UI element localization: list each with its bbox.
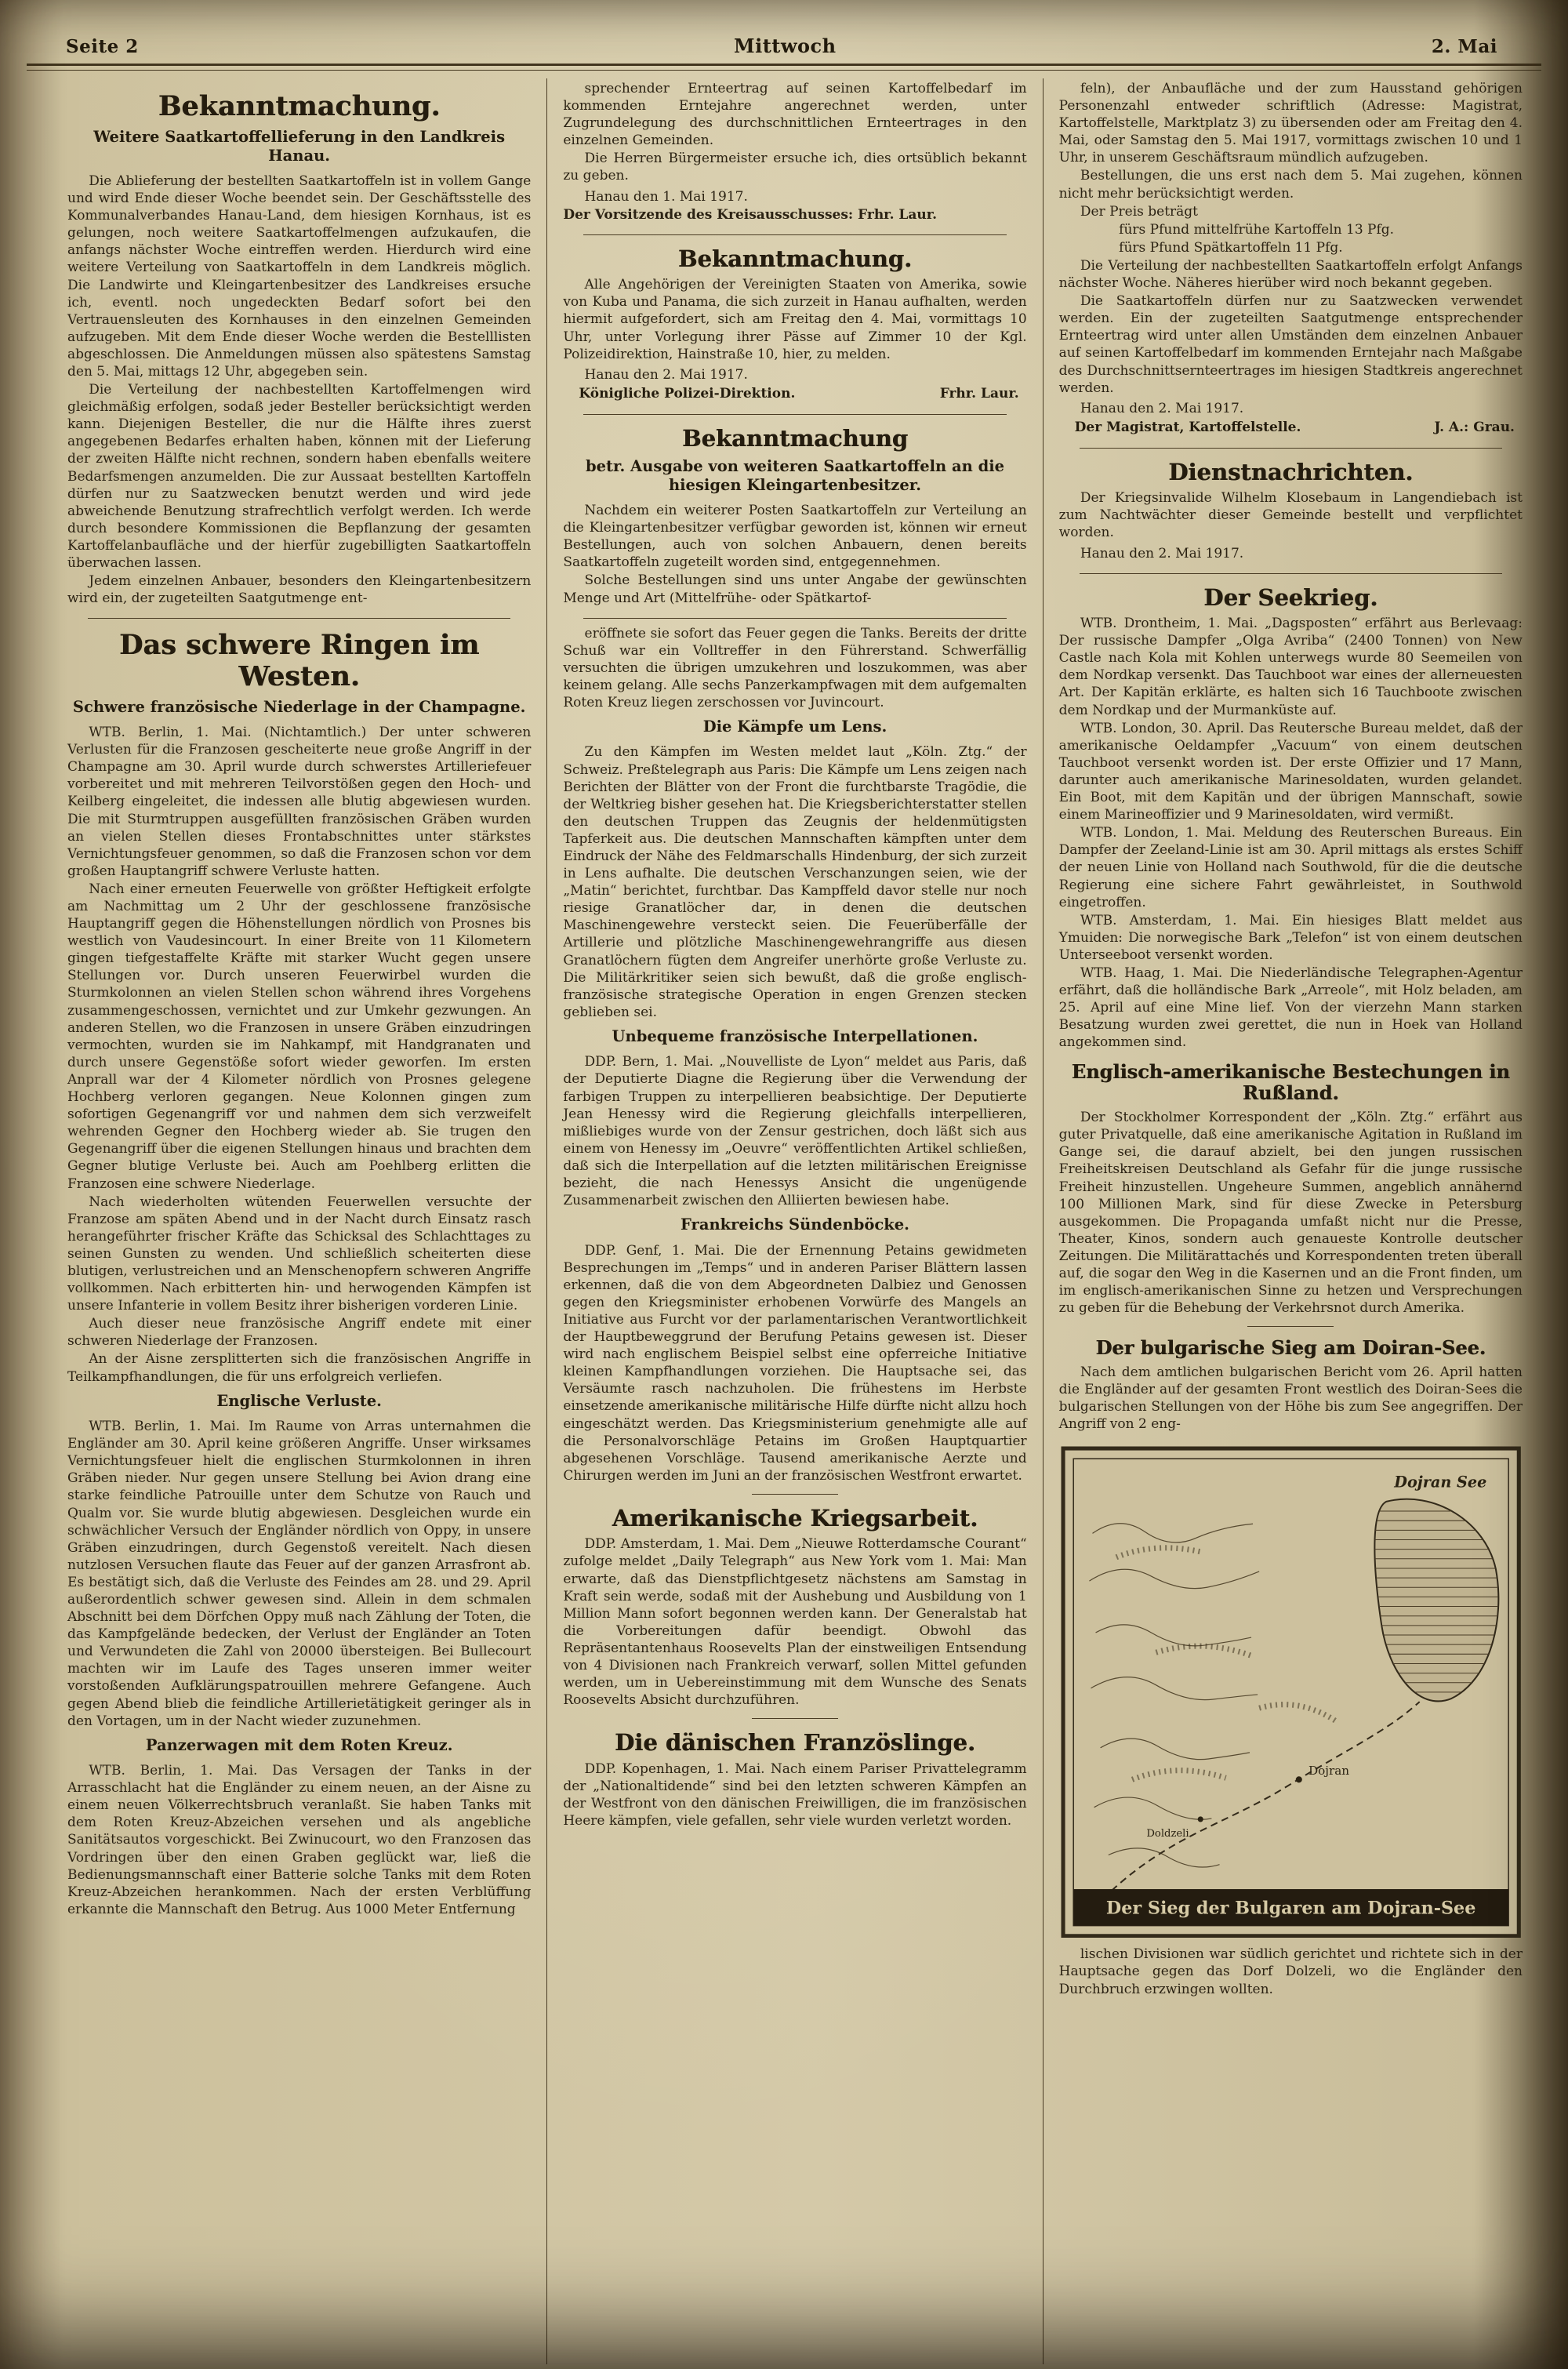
weekday-label: Mittwoch (734, 35, 837, 57)
paragraph: fürs Pfund Spätkartoffeln 11 Pfg. (1119, 239, 1343, 256)
paragraph: eröffnete sie sofort das Feuer gegen die Tanks. Bereits der dritte Schuß war ein Volltreffer in den Führerstand. Schwerfällig versuchten die übrigen umzukehren und loszukommen, was aber keinem gelang. Alle sechs Panzerkampfwagen mit dem aufgemalten Roten Kreuz liegen zerschossen vor Juvincourt. (563, 625, 1027, 710)
map-caption: Der Sieg der Bulgaren am Dojran-See (1105, 1897, 1476, 1918)
paragraph: Die Herren Bürgermeister ersuche ich, dies ortsüblich bekannt zu geben. (563, 151, 1027, 184)
page-number: Seite 2 (66, 36, 139, 57)
article-title: Englisch-amerikanische Bestechungen in Rußland. (1071, 1060, 1510, 1105)
signature-place: Hanau den 1. Mai 1917. (584, 188, 748, 205)
paragraph: Bestellungen, die uns erst nach dem 5. Mai zugehen, können nicht mehr berücksichtigt werden. (1058, 168, 1523, 202)
signature-place: Hanau den 2. Mai 1917. (1080, 545, 1244, 561)
paragraph: Die Saatkartoffeln dürfen nur zu Saatzwecken verwendet werden. Ein der zugeteilten Saatgutmenge entsprechender Ernteertrag wird unter allen Umständen dem einzelnen Anbauer auf seinen Kartoffelbedarf im kommenden Erntejahr nach Maßgabe des Durchschnittsernteertrages im hiesigen Stadtkreis angerechnet werden. (1058, 293, 1523, 396)
article-bekanntmachung-landkreis (67, 91, 531, 607)
paragraph: Nachdem ein weiterer Posten Saatkartoffeln zur Verteilung an die Kleingartenbesitzer verfügbar geworden ist, können wir erneut Bestellungen, auch von solchen Anbauern, denen bereits Saatkartoffeln zugeteilt worden sind, entgegennehmen. (563, 503, 1027, 571)
column-2 (546, 78, 1042, 2364)
article-title: Amerikanische Kriegsarbeit. (612, 1504, 978, 1531)
article-ringen-westen (67, 630, 531, 1918)
article-bekanntmachung-usa (563, 246, 1026, 403)
article-body (563, 1760, 1026, 1829)
article-kartoffel-continuation-col3 (1059, 80, 1523, 437)
town-doldzeli-label: Doldzeli (1146, 1827, 1189, 1840)
town-dojran-marker (1295, 1776, 1301, 1782)
article-title: Der Seekrieg. (1203, 583, 1378, 611)
paragraph: DDP. Kopenhagen, 1. Mai. Nach einem Pariser Privattelegramm der „Nationaltidende“ sind bei den letzten schweren Kämpfen an der Westfront von den dänischen Freiwilligen, die im französischen Heere kämpfen, viele gefallen, sehr viele wurden verletzt worden. (563, 1760, 1027, 1829)
section-rule (1080, 448, 1502, 449)
doiran-map-svg (1061, 1446, 1521, 1938)
paragraph: Der Stockholmer Korrespondent der „Köln. Ztg.“ erfährt aus guter Privatquelle, daß eine amerikanische Agitation in Rußland im Gange sei, die darauf abzielt, bei den jungen russischen Freiheitskreisen Deutschland als Gefahr für die junge russische Freiheit hinzustellen. Ungeheure Summen, angeblich annähernd 100 Millionen Mark, sind für diese Zwecke in Petersburg ausgekommen. Die Propaganda umfaßt nicht nur die Presse, Theater, Kinos, sondern auch genaueste Kontrolle deutscher Zeitungen. Die Militärattachés und Korrespondenten treten überall auf, die sogar den Weg in die Kasernen und an die Front finden, um im englisch-amerikanischen Sinne zu hetzen und Versprechungen zu geben für die Behebung der Verkehrsnot durch Amerika. (1058, 1110, 1523, 1317)
article-title: Dienstnachrichten. (1168, 458, 1414, 485)
article-body (563, 1053, 1026, 1209)
signature-organization: Der Magistrat, Kartoffelstelle. (1074, 419, 1301, 435)
article-lens (563, 718, 1026, 1021)
article-body (67, 1762, 531, 1918)
paragraph: Der Kriegsinvalide Wilhelm Klosebaum in Langendiebach ist zum Nachtwächter dieser Gemeinde bestellt und verpflichtet worden. (1058, 490, 1523, 541)
article-body (563, 276, 1026, 362)
paragraph: An der Aisne zersplitterten sich die französischen Angriffe in Teilkampfhandlungen, die für uns erfolgreich verliefen. (67, 1351, 532, 1385)
article-franzoeslinge (563, 1730, 1026, 1829)
paragraph: WTB. Berlin, 1. Mai. Im Raume von Arras unternahmen die Engländer am 30. April keine größeren Angriffe. Unser wirksames Vernichtungsfeuer hielt die englischen Sturmkolonnen in ihren Gräben nieder. Nur gegen unsere Stellung bei Avion drang eine starke feindliche Patrouille unter dem Schutze von Rauch und Qualm vor. Sie wurde blutig abgewiesen. Desgleichen wurde ein schwächlicher Versuch der Engländer nördlich von Oppy, in unsere Gräben einzudringen, durch Gegenstoß vereitelt. Nach diesen nutzlosen Versuchen flaute das Feuer auf der ganzen Arrasfront ab. Es bestätigt sich, daß die Verluste des Feindes am 28. und 29. April außerordentlich schwer gewesen sind. Allein in dem schmalen Abschnitt bei dem Dörfchen Oppy muß nach Zählung der Toten, die das Kampfgelände bedecken, der Verlust der Engländer an Toten und Verwundeten die Zahl von 20000 übersteigen. Bei Bullecourt machten wir im Laufe des Tages unseren immer weiter vorstoßenden Aufklärungspatrouillen mehrere Gefangene. Auch gegen Abend blieb die feindliche Artillerietätigkeit geringer als in den Vortagen, um in der Nacht wieder zuzunehmen. (67, 1419, 532, 1729)
column-3 (1043, 78, 1538, 2364)
price-intro: Der Preis beträgt (1080, 203, 1199, 220)
section-rule (583, 234, 1006, 235)
signature-officer: Frhr. Laur. (939, 385, 1019, 401)
paragraph: Die Verteilung der nachbestellten Kartoffelmengen wird gleichmäßig erfolgen, sodaß jeder Besteller berücksichtigt werden kann. Diejenigen Besteller, die nur die Hälfte ihres zuerst angegebenen Bedarfes erhalten haben, können mit der Lieferung der zweiten Hälfte nicht rechnen, sondern haben ebenfalls weitere Bedarfsmengen anzumelden. Die zur Aussaat bestellten Kartoffeln dürfen nur zu Saatzwecken benutzt werden und wird jede abweichende Benutzung strafrechtlich verfolgt werden. Ich werde durch besondere Kommissionen die Bepflanzung der gesamten Kartoffelanbaufläche und der hierfür zugebilligten Saatkartoffeln überwachen lassen. (67, 382, 532, 572)
article-bestechungen (1059, 1062, 1523, 1317)
paragraph: WTB. Amsterdam, 1. Mai. Ein hiesiges Blatt meldet aus Ymuiden: Die norwegische Bark „Telefon“ ist von einem deutschen Unterseeboot versenkt worden. (1058, 912, 1523, 963)
paragraph: Jedem einzelnen Anbauer, besonders den Kleingartenbesitzern wird ein, der zugeteilten Saatgutmenge ent- (67, 573, 532, 607)
article-title: Der bulgarische Sieg am Doiran-See. (1095, 1336, 1486, 1360)
article-body (1059, 1946, 1523, 1997)
article-body (1059, 489, 1523, 541)
subsection-heading: Die Kämpfe um Lens. (702, 718, 887, 736)
paragraph: DDP. Bern, 1. Mai. „Nouvelliste de Lyon“ meldet aus Paris, daß der Deputierte Diagne die Regierung über die Verwendung der farbigen Truppen zu interpellieren beabsichtige. Der Deputierte Jean Henessy wird die Regierung gleichfalls interpellieren, mißliebiges wurde von der Zensur gestrichen, doch läßt sich aus einem von Henessy im „Oeuvre“ veröffentlichten Artikel schließen, daß sich die Interpellation auf die letzten militärischen Ereignisse bezieht, die nach Henessys Ansicht die ungenügende Zusammenarbeit zwischen den Alliierten bewiesen habe. (563, 1054, 1027, 1209)
article-subtitle: Weitere Saatkartoffellieferung in den Landkreis Hanau. (93, 128, 506, 165)
article-suendenboecke (563, 1215, 1026, 1484)
subsection-heading: Unbequeme französische Interpellationen. (612, 1026, 978, 1045)
signature-row (563, 384, 1026, 403)
paragraph: WTB. Berlin, 1. Mai. Das Versagen der Tanks in der Arrasschlacht hat die Engländer zu einem neuen, an der Aisne zu einem neuen Völkerrechtsbruch veranlaßt. Sie haben Tanks mit dem Roten Kreuz-Abzeichen versehen und als angebliche Sanitätsautos vorgeschickt. Bei Zwinucourt, wo den Franzosen das Vordringen über den einen Graben geglückt war, ließ die Bedienungsmannschaft einer Batterie solche Tanks mit dem Roten Kreuz-Abzeichen herankommen. Nach der ersten Verblüffung erkannte die Mannschaft den Betrug. Aus 1000 Meter Entfernung (67, 1763, 532, 1917)
article-dienstnachrichten (1059, 460, 1523, 562)
subsection-heading: Frankreichs Sündenböcke. (681, 1215, 909, 1234)
paragraph: WTB. Drontheim, 1. Mai. „Dagsposten“ erfährt aus Berlevaag: Der russische Dampfer „Olga Avriba“ (2400 Tonnen) von New Castle nach Kola mit Kohlen unterwegs wurde 80 Seemeilen von dem Nordkap versenkt. Das Tauchboot war eines der allerneuesten Art. Der Kapitän erklärte, es halten sich 16 Tauchboote zwischen dem Nordkap und der Murmanküste auf. (1058, 616, 1523, 718)
paragraph: sprechender Ernteertrag auf seinen Kartoffelbedarf im kommenden Erntejahre angerechnet werden, unter Zugrundelegung des durchschnittlichen Ernteertrages in den einzelnen Gemeinden. (563, 81, 1027, 149)
article-tanks-continuation (563, 625, 1026, 711)
section-rule (1080, 573, 1502, 574)
signature-place: Hanau den 2. Mai 1917. (1080, 400, 1244, 416)
signature-row (1059, 418, 1523, 437)
section-rule-short (1247, 1326, 1334, 1327)
paragraph: Die Verteilung der nachbestellten Saatkartoffeln erfolgt Anfangs nächster Woche. Näheres hierüber wird noch bekannt gegeben. (1058, 257, 1523, 292)
article-title: Bekanntmachung. (677, 245, 913, 272)
article-body (1059, 80, 1523, 202)
article-body (563, 80, 1026, 185)
paragraph: DDP. Genf, 1. Mai. Die der Ernennung Petains gewidmeten Besprechungen im „Temps“ und in anderen Pariser Blättern lassen erkennen, daß die von dem Abgeordneten Dalbiez und Genossen gegen den Kriegsminister erhobenen Vorwürfe des Mangels an Initiative aus Furcht vor der parlamentarischen Verantwortlichkeit der Hauptbeweggrund der Berufung Petains gewesen ist. Dieser wird nach englischem Beispiel selbst eine opferreiche Initiative kleinen Kampfhandlungen vorziehen. Die Hauptsache sei, das Versäumte rasch nachzuholen. Die frühestens im Herbste einsetzende amerikanische militärische Hilfe dürfte nicht allzu hoch eingeschätzt werden. Das Kriegsministerium genehmigte alle auf die Personalvorschläge Petains im Großen Hauptquartier abgesehenen Vorschläge. Tausend amerikanische Aerzte und Chirurgen werden im Juni an der französischen Westfront erwartet. (563, 1242, 1027, 1484)
article-seekrieg (1059, 585, 1523, 1052)
article-subtitle: Schwere französische Niederlage in der Champagne. (72, 697, 526, 716)
signature-place: Hanau den 2. Mai 1917. (584, 366, 748, 383)
article-bekanntmachung-kleingarten (563, 426, 1026, 607)
article-body (563, 1242, 1026, 1484)
masthead-rule (27, 64, 1541, 71)
column-1 (52, 78, 546, 2364)
paragraph: WTB. London, 30. April. Das Reutersche Bureau meldet, daß der amerikanische Oeldampfer „Vacuum“ von einem deutschen Tauchboot versenkt worden ist. Der erste Offizier und 17 Mann, darunter auch amerikanische Marinesoldaten, wurden gelandet. Ein Boot, mit dem Kapitän und der übrigen Mannschaft, sowie einem Marineoffizier und 9 Marinesoldaten, wird vermißt. (1058, 720, 1523, 823)
article-interpellationen (563, 1027, 1026, 1209)
article-body (1059, 615, 1523, 1051)
article-title: Bekanntmachung. (158, 90, 441, 122)
article-title: Das schwere Ringen im Westen. (119, 629, 480, 692)
article-body (563, 743, 1026, 1021)
town-doldzeli-marker (1197, 1816, 1203, 1822)
paragraph: feln), der Anbaufläche und der zum Hausstand gehörigen Personenzahl entweder schriftlich (Adresse: Magistrat, Kartoffelstelle, Marktplatz 3) zu übersenden oder am Freitag den 4. Mai, oder Samstag den 5. Mai 1917, vormittags zwischen 10 und 1 Uhr, in unserem Geschäftsraum mündlich aufzugeben. (1058, 81, 1523, 166)
article-body (67, 173, 531, 607)
paragraph: Auch dieser neue französische Angriff endete mit einer schweren Niederlage der Franzosen. (67, 1316, 532, 1350)
lake-label: Dojran See (1393, 1473, 1486, 1492)
paragraph: Nach dem amtlichen bulgarischen Bericht vom 26. April hatten die Engländer auf der gesamten Front westlich des Doiran-Sees die bulgarischen Stellungen von der Höhe bis zum See angegriffen. Der Angriff von 2 eng- (1058, 1364, 1523, 1433)
section-rule (88, 618, 510, 619)
section-rule (583, 414, 1006, 415)
signature-officer: J. A.: Grau. (1434, 419, 1515, 435)
paragraph: fürs Pfund mittelfrühe Kartoffeln 13 Pfg. (1119, 221, 1395, 238)
subsection-heading-panzer: Panzerwagen mit dem Roten Kreuz. (145, 1735, 453, 1754)
section-rule (583, 618, 1006, 619)
article-body (1059, 257, 1523, 397)
article-body (1059, 1109, 1523, 1317)
article-body (67, 1418, 531, 1730)
paragraph: Nach wiederholten wütenden Feuerwellen versuchte der Franzose am späten Abend und in der Nacht durch Einsatz rasch herangeführter frischer Kräfte das Schicksal des Schlachttages zu seinen Gunsten zu wenden. Und schließlich scheiterten diese blutigen, verlustreichen und an Menschenopfern schweren Angriffe vollkommen. Nach erbitterten hin- und herwogenden Kämpfen ist unsere Infanterie in vollem Besitz ihrer bisherigen vorderen Linie. (67, 1194, 532, 1314)
section-rule-short (752, 1494, 838, 1495)
article-body (1059, 1364, 1523, 1433)
paragraph: Nach einer erneuten Feuerwelle von größter Heftigkeit erfolgte am Nachmittag um 2 Uhr der geschlossene französische Hauptangriff gegen die Höhenstellungen nördlich von Prosnes bis westlich von Vaudesincourt. In einer Breite von 11 Kilometern gingen tiefgestaffelte Kräfte mit starker Wucht gegen unsere Stellungen vor. Durch unseren Feuerwirbel wurden die Sturmkolonnen an vielen Stellen schon während ihres Vorgehens zusammengeschossen, vernichtet und zur Umkehr gezwungen. An anderen Stellen, wo die Franzosen in unsere Gräben einzudringen vermochten, wurden sie im Nahkampf, mit Handgranaten und durch unsere Gegenstöße sofort wieder geworfen. Im ersten Anprall war der 4 Kilometer nördlich von Prosnes gelegene Hochberg verloren gegangen. Neue Kolonnen gingen zum sofortigen Gegenangriff vor und nahmen dem sich verzweifelt wehrenden Gegner den Hochberg wieder ab. Sie trugen den Gegenangriff über die eigenen Stellungen hinaus und brachten dem Gegner blutige Verluste bei. Auch am Poehlberg erlitten die Franzosen eine schwere Niederlage. (67, 881, 532, 1192)
date-label: 2. Mai (1431, 36, 1497, 57)
paragraph: WTB. Berlin, 1. Mai. (Nichtamtlich.) Der unter schweren Verlusten für die Franzosen gescheiterte neue große Angriff in der Champagne am 30. April wurde durch schwerstes Artilleriefeuer vorbereitet und mit mehreren Teilvorstößen gegen den Hoch- und Keilberg eingeleitet, die indessen alle blutig abgewiesen wurden. Die mit Sturmtruppen ausgefüllten französischen Gräben wurden an vielen Stellen dieses Frontabschnittes unter stärkstes Vernichtungsfeuer genommen, so daß die Franzosen schon vor dem großen Hauptangriff schwere Verluste hatten. (67, 725, 532, 879)
paragraph: DDP. Amsterdam, 1. Mai. Dem „Nieuwe Rotterdamsche Courant“ zufolge meldet „Daily Telegraph“ aus New York vom 1. Mai: Man erwarte, daß das Dienstpflichtgesetz nächstens am Samstag in Kraft sein werde, sodaß mit der Aushebung und Ausbildung von 1 Million Mann sofort begonnen werden kann. Der Generalstab hat die Vorbereitungen dafür beendigt. Obwohl das Repräsentantenhaus Roosevelts Plan der einstweiligen Entsendung von 4 Divisionen nach Frankreich verwarf, sollen Mittel gefunden werden, um in Uebereinstimmung mit dem Wunsche des Senats Roosevelts Absicht durchzuführen. (563, 1536, 1027, 1709)
signature-organization: Königliche Polizei-Direktion. (579, 385, 796, 401)
article-body (67, 724, 531, 1386)
price-lines (1059, 221, 1523, 256)
paragraph: WTB. Haag, 1. Mai. Die Niederländische Telegraphen-Agentur erfährt, daß die holländische Bark „Arreole“, mit Holz beladen, am 25. April auf eine Mine lief. Von der vierzehn Mann starken Besatzung wurden zwei gerettet, die nun in Hoek van Holland angekommen sind. (1058, 965, 1523, 1051)
paragraph: Solche Bestellungen sind uns unter Angabe der gewünschten Menge und Art (Mittelfrühe- oder Spätkartof- (563, 572, 1027, 606)
signature-name: Der Vorsitzende des Kreisausschusses: Frhr. Laur. (563, 206, 938, 223)
article-body (563, 625, 1026, 711)
columns-container (0, 71, 1568, 2364)
paragraph: Die Ablieferung der bestellten Saatkartoffeln ist in vollem Gange und wird Ende dieser Woche beendet sein. Der Geschäftsstelle des Kommunalverbandes Hanau-Land, dem hiesigen Kornhaus, ist es gelungen, noch weitere Saatkartoffelmengen aufzukaufen, die anfangs nächster Woche eintreffen werden. Hierdurch wird eine weitere Verteilung von Saatkartoffeln in dem Landkreis möglich. Die Landwirte und Kleingartenbesitzer des Landkreises ersuche ich, eventl. noch ungedeckten Bedarf sofort bei den Vertrauensleuten des Kornhauses in den einzelnen Gemeinden aufzugeben. Mit dem Ende dieser Woche werden die Bestelllisten abgeschlossen. Die Anmeldungen müssen also spätestens Samstag den 5. Mai, mittags 12 Uhr, abgegeben sein. (67, 173, 532, 380)
paragraph: Zu den Kämpfen im Westen meldet laut „Köln. Ztg.“ der Schweiz. Preßtelegraph aus Paris: Die Kämpfe um Lens zeigen nach Berichten der Blätter von der Front die furchtbarste Tragödie, die der Weltkrieg bisher gesehen hat. Die Kriegsberichterstatter stellen den deutschen Truppen das Zeugnis der heldenmütigsten Tapferkeit aus. Die deutschen Mannschaften kämpften unter dem Eindruck der Nähe des Feldmarschalls Hindenburg, der sich zurzeit in Lens aufhalte. Die deutschen Verschanzungen seien, wie der „Matin“ berichtet, furchtbar. Das Kampffeld davor stelle nur noch riesige Granatlöcher dar, in denen die deutschen Maschinengewehre versteckt seien. Die Feuerüberfälle der Artillerie und plötzliche Maschinengewehrangriffe aus diesen Granatlöchern fügten dem Angreifer unerhörte große Verluste zu. Die Militärkritiker seien sich bewußt, daß die große englisch-französische strategische Operation in engen Grenzen stecken geblieben sei. (563, 744, 1027, 1020)
subsection-heading-english: Englische Verluste. (216, 1391, 382, 1410)
paragraph: Alle Angehörigen der Vereinigten Staaten von Amerika, sowie von Kuba und Panama, die sich zurzeit in Hanau aufhalten, werden hiermit aufgefordert, sich am Freitag den 4. Mai, vormittags 10 Uhr, unter Vorlegung ihrer Pässe auf Zimmer 10 der Kgl. Polizeidirektion, Hainstraße 10, hier, zu melden. (563, 277, 1027, 362)
article-body (563, 502, 1026, 607)
doiran-map (1061, 1446, 1521, 1938)
section-rule-short (752, 1718, 838, 1719)
paragraph: WTB. London, 1. Mai. Meldung des Reuterschen Bureaus. Ein Dampfer der Zeeland-Linie ist am 30. April mittags als erstes Schiff der neuen Linie von Holland nach Southwold, für die die deutsche Regierung eine sichere Fahrt gewährleistet, in Southwold eingetroffen. (1058, 825, 1523, 910)
paragraph: lischen Divisionen war südlich gerichtet und richtete sich in der Hauptsache gegen das Dorf Dolzeli, wo die Engländer den Durchbruch erzwingen wollten. (1058, 1946, 1523, 1997)
article-body (563, 1535, 1026, 1709)
page-header (0, 0, 1568, 64)
article-title: Die dänischen Französlinge. (615, 1729, 975, 1757)
article-doiran (1059, 1338, 1523, 1997)
article-kriegsarbeit (563, 1506, 1026, 1709)
article-kartoffel-continuation-col2 (563, 80, 1026, 223)
article-title: Bekanntmachung (681, 424, 909, 452)
article-subtitle: betr. Ausgabe von weiteren Saatkartoffeln an die hiesigen Kleingartenbesitzer. (585, 457, 1005, 494)
town-dojran-label: Dojran (1308, 1763, 1349, 1778)
